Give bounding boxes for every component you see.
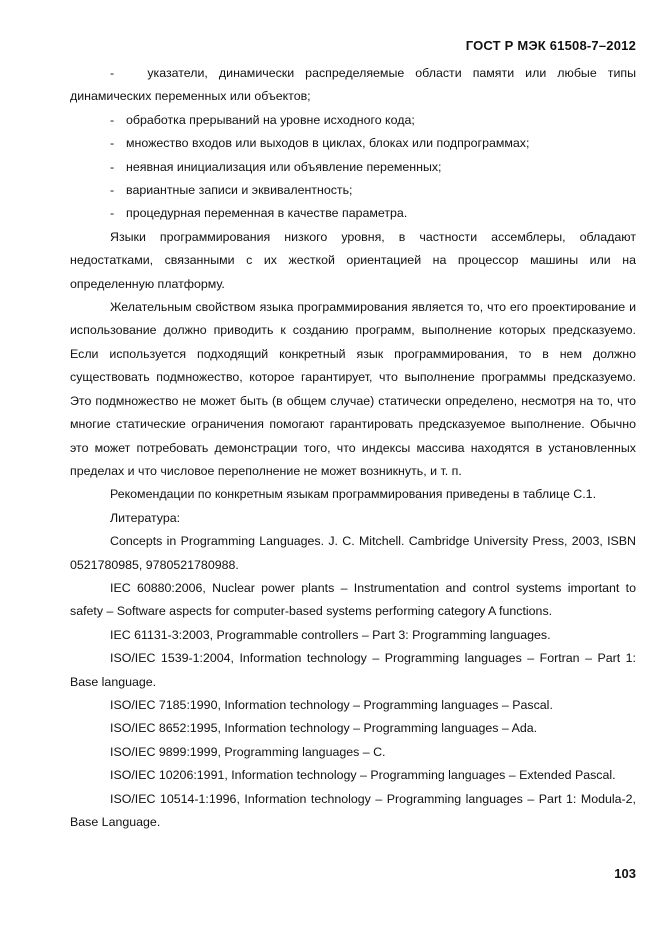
bullet-dash: -: [110, 112, 115, 127]
paragraph-recommendations: Рекомендации по конкретным языкам программирования приведены в таблице С.1.: [110, 487, 597, 502]
bullet-dash: -: [110, 206, 115, 221]
bullet-dash: -: [110, 183, 115, 198]
reference-item: IEC 60880:2006, Nuclear power plants – Instrumentation and control systems important to safety – Software aspects for computer-based systems performing category A functions.: [70, 580, 636, 619]
bullet-item: [70, 132, 636, 155]
bullet-item: [70, 156, 636, 179]
bullet-item: [70, 62, 636, 109]
bullet-text: неявная инициализация или объявление переменных;: [126, 159, 442, 174]
bullet-text: вариантные записи и эквивалентность;: [126, 183, 353, 198]
page-body: [70, 62, 636, 834]
reference-item: Concepts in Programming Languages. J. C. Mitchell. Cambridge University Press, 2003, ISBN 0521780985, 9780521780988.: [70, 534, 636, 572]
document-code-header: ГОСТ Р МЭК 61508-7–2012: [465, 38, 636, 53]
reference-item: ISO/IEC 10514-1:1996, Information technology – Programming languages – Part 1: Modula-2, Base Language.: [70, 791, 636, 829]
reference-item: ISO/IEC 1539-1:2004, Information technology – Programming languages – Fortran – Part 1: Base language.: [70, 651, 636, 689]
bullet-item: [70, 109, 636, 132]
reference-item: ISO/IEC 7185:1990, Information technology – Programming languages – Pascal.: [110, 697, 553, 712]
bullet-text: процедурная переменная в качестве параметра.: [126, 206, 408, 221]
paragraph-low-level-languages: Языки программирования низкого уровня, в частности ассемблеры, обладают недостатками, связанными с их жесткой ориентацией на процессор машины или на определенную платформу.: [70, 229, 636, 291]
paragraph-predictability: Желательным свойством языка программирования является то, что его проектирование и использование должно приводить к созданию программ, выполнение которых предсказуемо. Если используется подходящий конкретный язык программирования, то в нем должно существовать подмножество, которое гарантирует, что выполнение программы предсказуемо. Это подмножество не может быть (в общем случае) статически определено, несмотря на то, что многие статические ограничения помогают гарантировать предсказуемое выполнение. Обычно это может потребовать демонстрации того, что индексы массива находятся в установленных пределах и что числовое переполнение не может возникнуть, и т. п.: [70, 300, 636, 478]
bullet-item: [70, 179, 636, 202]
reference-item: ISO/IEC 10206:1991, Information technology – Programming languages – Extended Pascal.: [110, 768, 616, 783]
bullet-item: [70, 202, 636, 225]
reference-item: ISO/IEC 8652:1995, Information technology – Programming languages – Ada.: [110, 721, 538, 736]
reference-item: IEC 61131-3:2003, Programmable controllers – Part 3: Programming languages.: [110, 627, 551, 642]
reference-item: ISO/IEC 9899:1999, Programming languages – C.: [110, 744, 386, 759]
bullet-text: обработка прерываний на уровне исходного кода;: [126, 112, 415, 127]
page-number: 103: [614, 866, 636, 881]
bullet-dash: -: [110, 159, 115, 174]
bullet-text: множество входов или выходов в циклах, блоках или подпрограммах;: [126, 136, 530, 151]
literature-heading: Литература:: [110, 510, 181, 525]
bullet-text: указатели, динамически распределяемые области памяти или любые типы динамических переменных или объектов;: [70, 66, 636, 104]
bullet-dash: -: [110, 136, 115, 151]
bullet-dash: -: [110, 66, 115, 80]
